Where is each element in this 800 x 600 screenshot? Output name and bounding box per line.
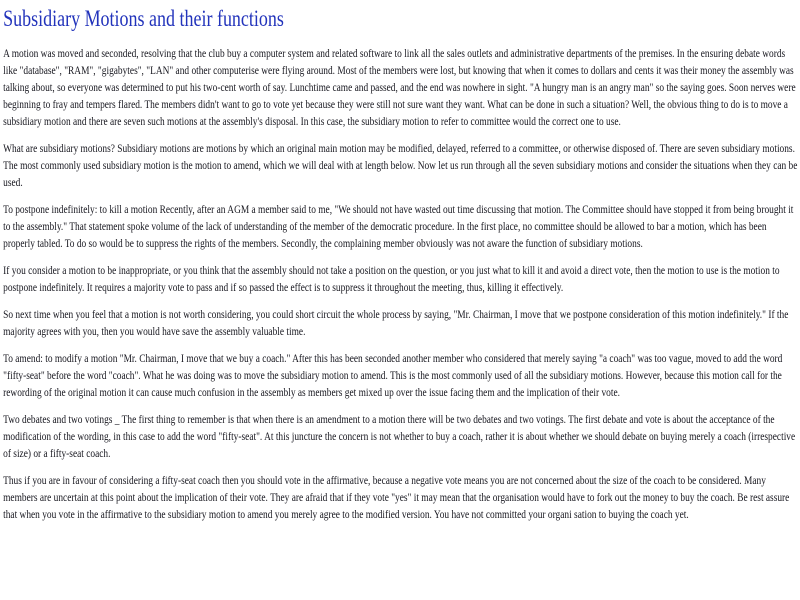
paragraph-intro: A motion was moved and seconded, resolving that the club buy a computer system and related software to link all the sales outlets and administrative departments of the premises. In the ensuring debate words like "database", "RAM", "gigabytes", "LAN" and other computerise were flying around. Most of the members were lost, but knowing that when it comes to dollars and cents it was their money the assembly was talking about, so everyone was determined to put his two-cent worth of say. Lunchtime came and passed, and the end was nowhere in sight. "A hungry man is an angry man" so the saying goes. Soon nerves were beginning to fray and tempers flared. The members didn't want to go to vote yet because they were still not sure want they want. What can be done in such a situation? Well, the obvious thing to do is to move a subsidiary motion and there are seven such motions at the assembly's disposal. In this case, the subsidiary motion to refer to committee would the correct one to use. [3, 46, 796, 128]
page-title: Subsidiary Motions and their functions [3, 6, 284, 31]
paragraph-inappropriate-motion: If you consider a motion to be inappropriate, or you think that the assembly should not take a position on the question, or you just what to kill it and avoid a direct vote, then the motion to use is the motion to postpone indefinitely. It requires a majority vote to pass and if so passed the effect is to suppress it throughout the meeting, thus, killing it effectively. [3, 263, 780, 294]
paragraph-what-are-subsidiary-motions: What are subsidiary motions? Subsidiary motions are motions by which an original main motion may be modified, delayed, referred to a committee, or otherwise disposed of. There are seven subsidiary motions. The most commonly used subsidiary motion is the motion to amend, which we will deal with at length below. Now let us run through all the seven subsidiary motions and consider the situations when they can be used. [3, 141, 798, 189]
paragraph-to-amend: To amend: to modify a motion "Mr. Chairman, I move that we buy a coach." After this has been seconded another member who considered that merely saying "a coach" was too vague, moved to add the word "fifty-seat" before the word "coach". What he was doing was to move the subsidiary motion to amend. This is the most commonly used of all the subsidiary motions. However, because this motion call for the rewording of the original motion it can cause much confusion in the assembly as members get mixed up over the issue facing them and the implication of their vote. [3, 351, 783, 399]
paragraph-vote-affirmative: Thus if you are in favour of considering a fifty-seat coach then you should vote in the affirmative, because a negative vote means you are not concerned about the size of the coach to be considered. Many members are uncertain at this point about the implication of their vote. They are afraid that if they vote "yes" it may mean that the organisation would have to fork out the money to buy the coach. Be rest assure that when you vote in the affirmative to the subsidiary motion to amend you merely agree to the modified version. You have not committed your organi sation to buying the coach yet. [3, 473, 790, 521]
paragraph-short-circuit: So next time when you feel that a motion is not worth considering, you could short circuit the whole process by saying, "Mr. Chairman, I move that we postpone consideration of this motion indefinitely." If the majority agrees with you, then you would have save the assembly valuable time. [3, 307, 789, 338]
paragraph-two-debates: Two debates and two votings _ The first thing to remember is that when there is an amendment to a motion there will be two debates and two votings. The first debate and vote is about the acceptance of the modification of the wording, in this case to add the word "fifty-seat". At this juncture the concern is not whether to buy a coach, rather it is about whether we should debate on buying merely a coach (irrespective of size) or a fifty-seat coach. [3, 412, 796, 460]
paragraph-postpone-indefinitely: To postpone indefinitely: to kill a motion Recently, after an AGM a member said to me, "We should not have wasted out time discussing that motion. The Committee should have stopped it from being brought it to the assembly." That statement spoke volume of the lack of understanding of the member of the democratic procedure. In the first place, no committee should be allowed to bar a motion, which has been properly tabled. To do so would be to suppress the rights of the members. Secondly, the complaining member obviously was not aware the function of subsidiary motions. [3, 202, 794, 250]
